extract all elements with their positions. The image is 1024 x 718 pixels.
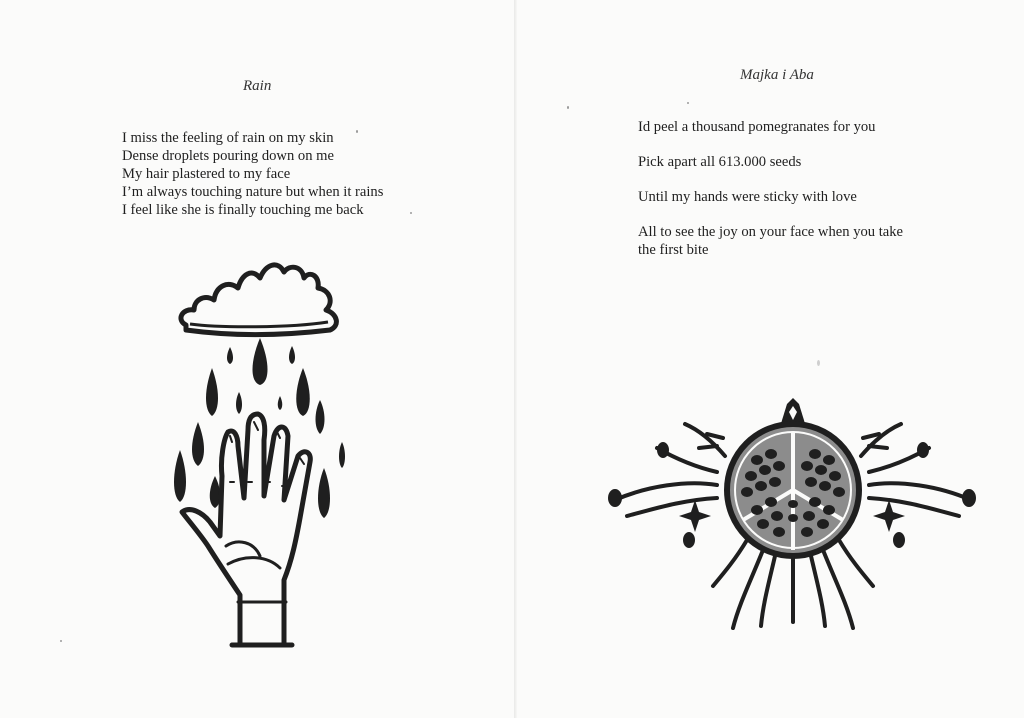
poem-line: the first bite	[638, 242, 709, 258]
poem-line: Until my hands were sticky with love	[638, 189, 857, 205]
right-page	[517, 0, 1024, 718]
paper-speck	[687, 102, 689, 104]
paper-speck	[817, 360, 820, 366]
poem-stanza	[638, 118, 903, 136]
paper-speck	[410, 212, 412, 214]
pomegranate-icon	[567, 390, 1017, 640]
poem-line: My hair plastered to my face	[122, 166, 291, 182]
poem-stanza	[638, 188, 903, 206]
poem-line: Pick apart all 613.000 seeds	[638, 154, 802, 170]
poem-line: All to see the joy on your face when you take	[638, 224, 904, 240]
poem-majka-i-aba	[638, 118, 903, 276]
spray-right-icon	[861, 424, 971, 516]
poem-title-rain: Rain	[243, 78, 272, 94]
raindrops-icon	[174, 338, 345, 518]
poem-line: I feel like she is finally touching me back	[122, 202, 364, 218]
poem-line: Dense droplets pouring down on me	[122, 148, 334, 164]
spray-left-icon	[615, 424, 725, 516]
poem-line: I’m always touching nature but when it rains	[122, 184, 384, 200]
poem-rain	[122, 129, 383, 219]
paper-speck	[567, 106, 569, 109]
paper-speck	[356, 130, 358, 133]
poem-title-majka-i-aba: Majka i Aba	[740, 67, 814, 83]
poem-line: Id peel a thousand pomegranates for you	[638, 119, 876, 135]
poem-stanza	[638, 153, 903, 171]
poem-line: I miss the feeling of rain on my skin	[122, 130, 334, 146]
cloud-rain-hand-icon	[160, 250, 360, 660]
paper-speck	[60, 640, 62, 642]
poem-stanza	[638, 223, 903, 259]
